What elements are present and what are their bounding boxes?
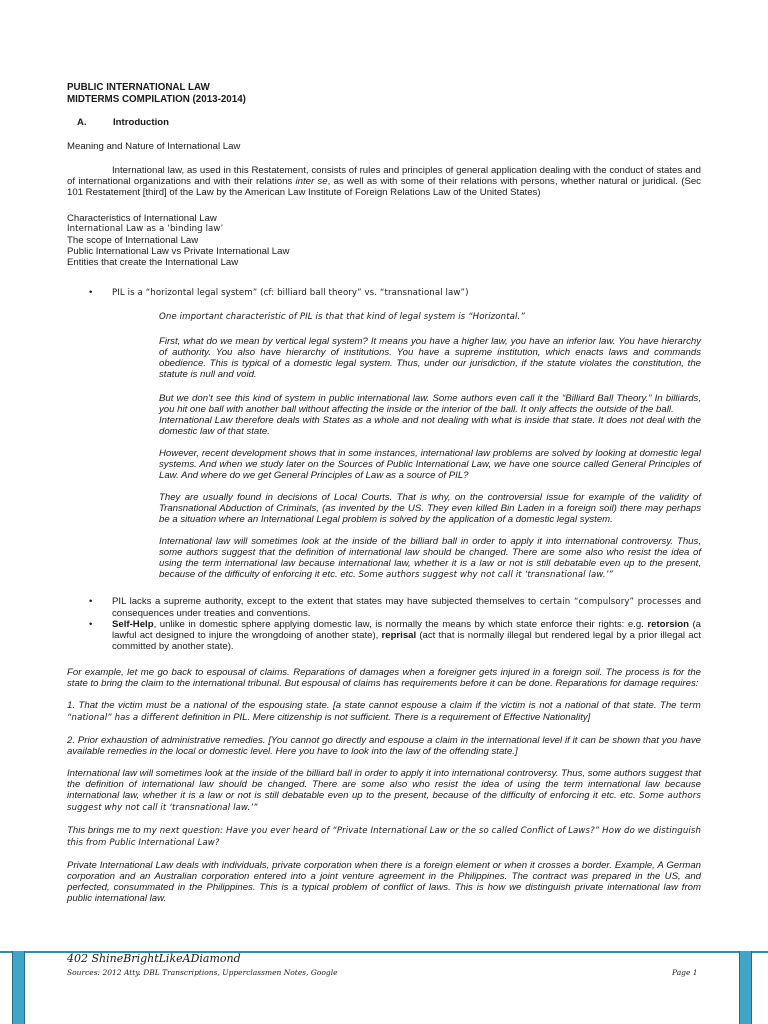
footer-left-bar [12,951,25,1024]
private-intl-law-paragraph: Private International Law deals with individuals, private corporation when there is a foreign element or when it crosses a border. Example, A German corporation and an Australian corporation entered into a joint venture agreement in the Philippines. The contract was prepared in the US, and perfected, consummated in the Philippines. This is a typical problem of conflict of laws. This is how we distinguish private international law from public international law. [67,860,701,904]
bullet3-part3: (act that is normally illegal but rendered legal by a prior illegal act committed by another state). [112,630,701,652]
bullet-text: PIL is a “horizontal legal system” (cf: billiard ball theory” vs. “transnational law”) [112,288,469,298]
quote-transnational: Some authors suggest why not call it ‘transnational law.’” [358,570,614,580]
quote-horizontal: One important characteristic of PIL is that that kind of legal system is “Horizontal.” [159,312,525,322]
document-content [67,82,701,904]
meaning-heading: Meaning and Nature of International Law [67,141,241,152]
bullet2-part1: PIL lacks a supreme authority, except to the extent that states may have subjected themselves to [112,596,540,607]
quote-inside-ball [159,536,701,581]
next-question-paragraph [67,825,701,849]
req1-part3: efinition in PIL. Mere citizenship is not sufficient. There is a requirement of Effective Nationality] [187,712,591,723]
self-help-term: Self-Help [112,619,154,630]
quote-billiard-ball: But we don’t see this kind of system in public international law. Some authors even call it the “Billiard Ball Theory.” In billiards, you hit one ball with another ball without affecting the inside or the interior of the ball. It only affects the outside of the ball. [159,393,701,415]
characteristics-item: Entities that create the International Law [67,257,239,268]
requirement-2: 2. Prior exhaustion of administrative remedies. [You cannot go directly and espouse a claim in the international level if it can be shown that you have available remedies in the local or domestic level. Here you have to look into the law of the offending state.] [67,735,701,757]
bullet3-part2: (a lawful act designed to injure the wrongdoing of another state), [112,619,701,641]
quote-recent-development: However, recent development shows that in some instances, international law problems are solved by looking at domestic legal systems. And when we study later on the Sources of Public International Law, we have one source called General Principles of Law. And where do we get General Principles of Law as a source of PIL? [159,448,701,481]
inside-ball-paragraph [67,768,701,814]
doc-title-line2: MIDTERMS COMPILATION (2013-2014) [67,93,246,105]
footer-title: 402 ShineBrightLikeADiamond [67,952,241,965]
retorsion-term: retorsion [647,619,689,630]
section-letter: A. [77,117,87,128]
bullet-supreme-authority [67,596,701,619]
inside-ball-main: International law will sometimes look at the inside of the billiard ball in order to apply it into international controversy. Thus, some authors suggest that the definition of international law should be changed. There are some also who resist the idea of using the term international law because international law, whether it is a law or not is still debatable even up to the present, because of the difficulty of enforcing it etc. etc. [67,768,701,801]
quote-block [159,312,701,581]
intro-part2: , as well as with some of their relations with persons, whether natural or juridical. (Sec 101 Restatement [third] of the Law by the American Law Institute of Foreign Relations Law of the United States) [67,176,701,198]
bullet2-part3: and consequences under treaties and conventions. [112,596,701,619]
bullet-dot-icon: • [89,596,93,607]
requirement-1 [67,700,701,724]
section-a-heading [67,117,701,128]
characteristics-item: International Law as a ‘binding law’ [67,224,224,234]
characteristics-heading: Characteristics of International Law [67,213,217,224]
bullet3-part1: , unlike in domestic sphere applying domestic law, is normally the means by which state enforce their rights: e.g. [153,619,648,630]
req1-part2: term “national” has a different d [67,701,701,723]
next-question-lead: This brings me to [67,825,144,836]
characteristics-list [67,213,701,268]
footer-page-number: Page 1 [672,968,698,977]
req1-part1: 1. That the victim must be a national of the espousing state. [a state cannot espouse a claim if the victim is not a national of that state. The [67,700,681,711]
characteristics-item: Public International Law vs Private International Law [67,246,290,257]
bullet-dot-icon: • [89,287,93,298]
footer-right-bar [739,951,752,1024]
footer-sources: Sources: 2012 Atty. DBL Transcriptions, Upperclassmen Notes, Google [67,968,338,977]
doc-title-line1: PUBLIC INTERNATIONAL LAW [67,82,210,93]
bullet2-part2: certain “compulsory” processes [539,597,682,607]
reprisal-term: reprisal [381,630,417,641]
quote-local-courts: They are usually found in decisions of Local Courts. That is why, on the controversial issue for example of the validity of Transnational Abduction of Criminals, (as invented by the US. They even killed Bin Laden in a foreign soil) there may perhaps be a situation where an International Legal problem is solved by the application of a domestic legal system. [159,492,701,525]
intro-paragraph [67,165,701,198]
intro-part1: International law, as used in this Restatement, consists of rules and principles of general application dealing with the conduct of states and of international organizations and with their relations [67,165,701,187]
characteristics-item: The scope of International Law [67,235,199,246]
quote-states-whole: International Law therefore deals with States as a whole and not dealing with what is inside that state. It does not deal with the domestic law of that state. [159,415,701,437]
bullet-horizontal-system [67,287,701,299]
next-question-text: my next question: Have you ever heard of “Private International Law or the so called Conflict of Laws?” How do we distinguish this from Public International Law? [67,826,701,848]
section-label: Introduction [113,117,169,128]
bullet-dot-icon: • [89,619,93,630]
espousal-paragraph: For example, let me go back to espousal of claims. Reparations of damages when a foreigner gets injured in a foreign soil. The process is for the state to bring the claim to the international tribunal. But espousal of claims has requirements before it can be done. Reparations for damage requires: [67,667,701,689]
quote-inside-ball-main: International law will sometimes look at the inside of the billiard ball in order to apply it into international controversy. Thus, some authors suggest that the definition of international law should be changed. There are some also who resist the idea of using the term international law because international law, whether it is a law or not is still debatable even up to the present, because of the difficulty of enforcing it etc. etc. [159,536,701,580]
bullet-self-help [67,619,701,652]
inside-ball-transnational: Some authors suggest why not call it ‘transnational law.’” [67,791,701,813]
intro-inter-se: inter se [295,176,328,187]
quote-vertical-system: First, what do we mean by vertical legal system? It means you have a higher law, you have an inferior law. You have hierarchy of authority. You also have hierarchy of institutions. You have a supreme institution, which enacts laws and commands obedience. This is typical of a domestic legal system. Thus, under our jurisdiction, if the statute violates the constitution, the statute is null and void. [159,336,701,380]
